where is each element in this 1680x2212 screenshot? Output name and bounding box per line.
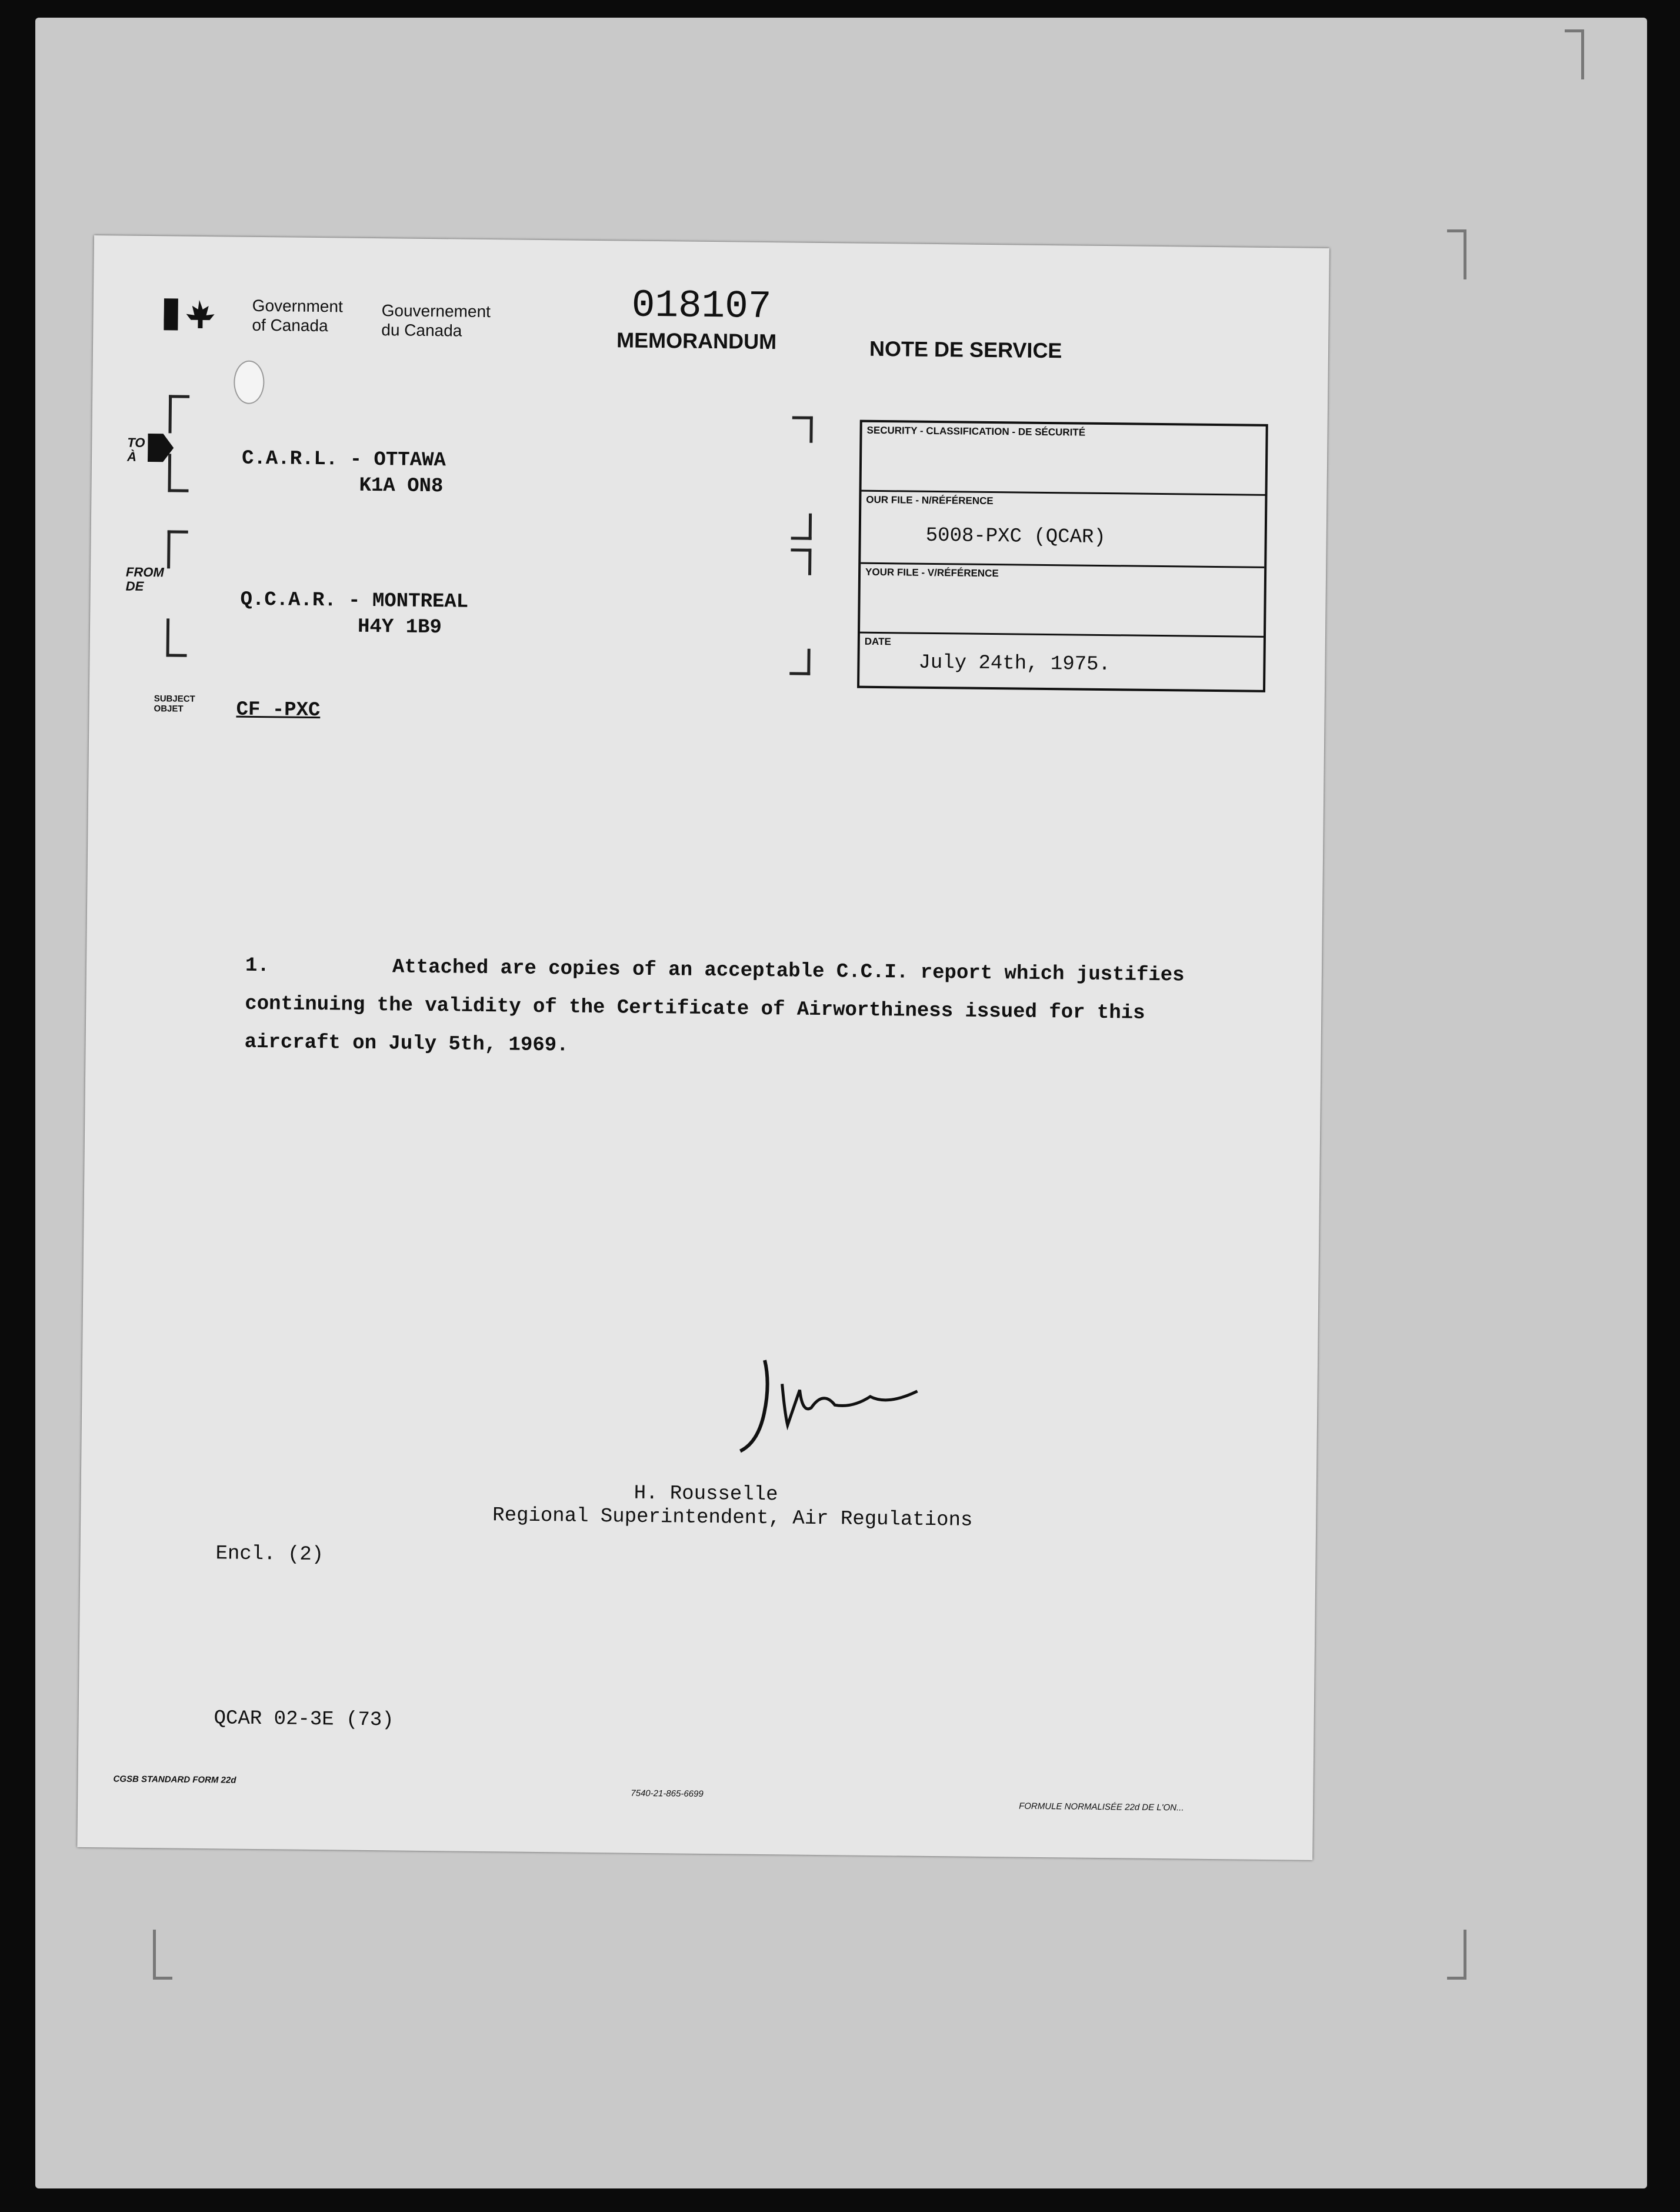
your-file-row: YOUR FILE - V/RÉFÉRENCE — [860, 564, 1264, 638]
from-address: Q.C.A.R. - MONTREAL H4Y 1B9 — [240, 588, 469, 639]
subject-value: CF -PXC — [236, 698, 321, 722]
form-code: QCAR 02-3E (73) — [214, 1707, 394, 1732]
crop-mark — [789, 648, 810, 675]
from-label: FROM DE — [125, 564, 164, 594]
to-address: C.A.R.L. - OTTAWA K1A ON8 — [241, 447, 446, 498]
canada-flag-icon — [164, 294, 223, 335]
memo-page — [77, 235, 1329, 1860]
date-row: DATE July 24th, 1975. — [864, 635, 1111, 677]
footer-center: 7540-21-865-6699 — [631, 1788, 704, 1799]
our-file-row: OUR FILE - N/RÉFÉRENCE 5008-PXC (QCAR) — [861, 492, 1265, 568]
signatory-name: H. Rousselle — [634, 1482, 778, 1507]
to-label: TO À — [126, 435, 145, 464]
crop-mark — [168, 395, 189, 433]
frame-corner-mark — [153, 1930, 172, 1980]
footer-right: FORMULE NORMALISÉE 22d DE L'ON... — [1019, 1801, 1184, 1813]
memo-title-fr: NOTE DE SERVICE — [869, 336, 1062, 363]
body-line-3: aircraft on July 5th, 1969. — [244, 1031, 569, 1057]
date-value: July 24th, 1975. — [918, 651, 1111, 677]
security-row: SECURITY - CLASSIFICATION - DE SÉCURITÉ — [862, 422, 1266, 496]
our-file-value: 5008-PXC (QCAR) — [925, 524, 1106, 549]
signatory-title: Regional Superintendent, Air Regulations — [492, 1504, 973, 1532]
arrow-right-icon — [148, 430, 175, 465]
frame-corner-mark — [1565, 29, 1584, 79]
crop-mark — [792, 416, 812, 442]
footer-left: CGSB STANDARD FORM 22d — [113, 1774, 236, 1785]
government-of-canada: Government of Canada — [252, 296, 343, 335]
punch-hole — [234, 361, 265, 405]
crop-mark — [166, 618, 188, 657]
frame-corner-mark — [1447, 1930, 1466, 1980]
reference-box — [857, 420, 1268, 692]
gouvernement-du-canada: Gouvernement du Canada — [381, 301, 491, 340]
memo-title-en: MEMORANDUM — [616, 328, 777, 354]
handwritten-signature — [728, 1348, 953, 1468]
enclosure-note: Encl. (2) — [215, 1543, 324, 1567]
crop-mark — [791, 513, 812, 539]
subject-label: SUBJECT OBJET — [154, 694, 195, 714]
crop-mark — [791, 548, 811, 575]
frame-corner-mark — [1447, 229, 1466, 279]
paragraph-number: 1. — [245, 954, 270, 978]
body-line-2: continuing the validity of the Certificate of Airworthiness issued for this — [245, 992, 1145, 1025]
crop-mark — [167, 530, 188, 568]
body-line-1: Attached are copies of an acceptable C.C.I. report which justifies — [392, 956, 1185, 987]
document-number: 018107 — [631, 283, 772, 329]
